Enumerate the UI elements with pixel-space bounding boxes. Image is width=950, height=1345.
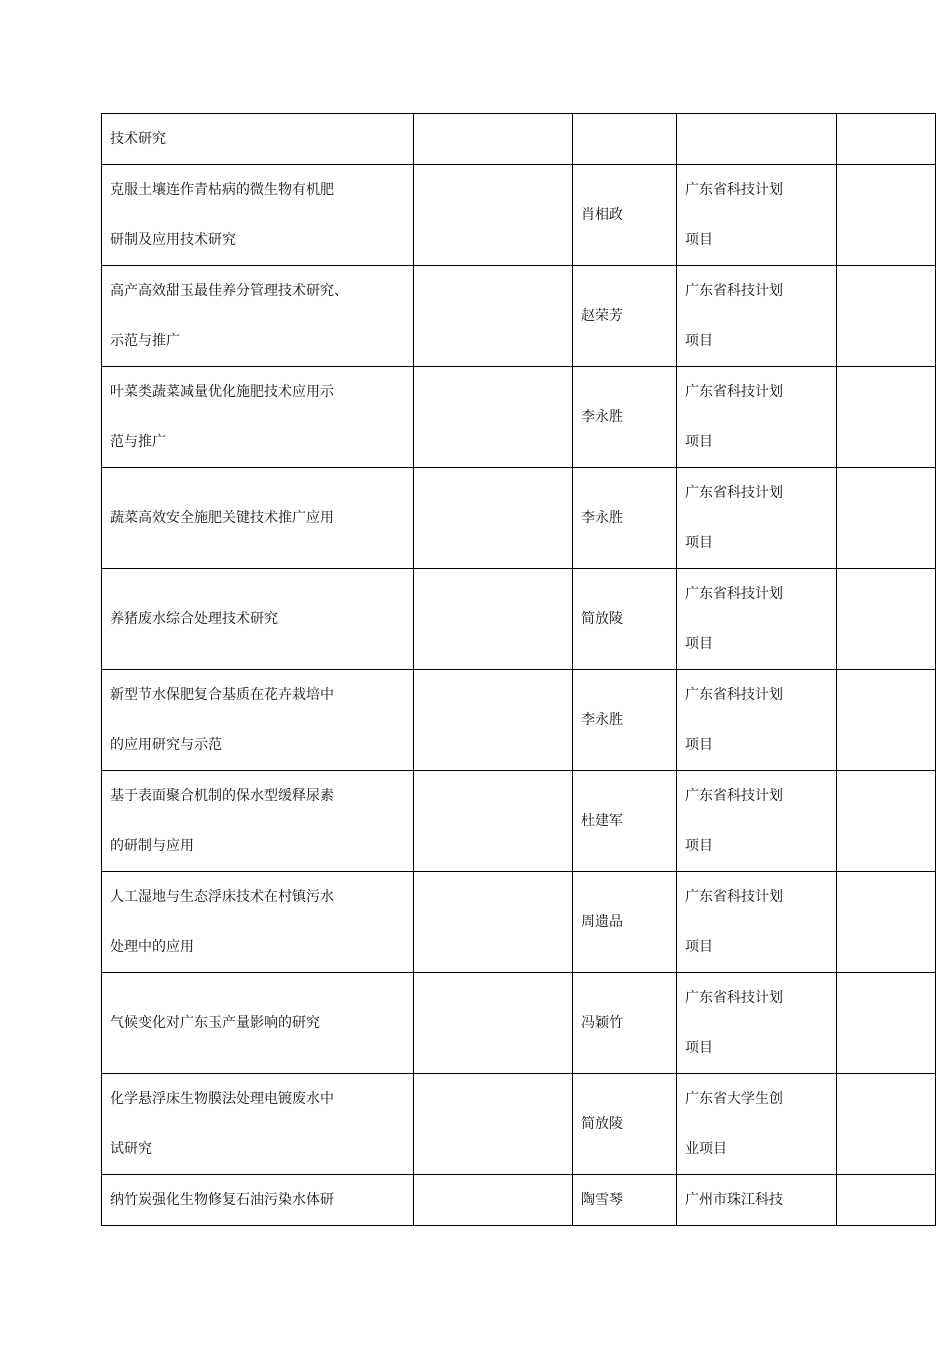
source-line: 项目	[685, 434, 713, 450]
table-row	[102, 266, 936, 367]
source-line: 广东省科技计划	[685, 990, 783, 1006]
empty-cell	[414, 468, 573, 569]
person-cell	[573, 1074, 677, 1175]
project-title-line: 处理中的应用	[110, 939, 194, 955]
source-cell	[677, 569, 837, 670]
person-name: 陶雪琴	[581, 1192, 623, 1208]
person-cell	[573, 1175, 677, 1226]
person-cell	[573, 872, 677, 973]
person-name: 李永胜	[581, 510, 623, 526]
project-title-cell	[102, 670, 414, 771]
table-row	[102, 569, 936, 670]
source-cell	[677, 114, 837, 165]
empty-cell	[414, 670, 573, 771]
source-line: 广东省科技计划	[685, 384, 783, 400]
project-title-cell	[102, 872, 414, 973]
person-name: 肖相政	[581, 207, 623, 223]
project-title-cell	[102, 468, 414, 569]
empty-cell	[837, 1175, 936, 1226]
source-line: 广东省科技计划	[685, 889, 783, 905]
source-cell	[677, 973, 837, 1074]
table-row	[102, 1175, 936, 1226]
project-title-line: 的研制与应用	[110, 838, 194, 854]
person-cell	[573, 670, 677, 771]
project-title-cell	[102, 1074, 414, 1175]
table-row	[102, 114, 936, 165]
project-title-cell	[102, 266, 414, 367]
empty-cell	[414, 165, 573, 266]
project-table	[101, 113, 936, 1226]
source-line: 广东省科技计划	[685, 788, 783, 804]
empty-cell	[414, 569, 573, 670]
table-row	[102, 468, 936, 569]
project-title-cell	[102, 569, 414, 670]
empty-cell	[414, 114, 573, 165]
empty-cell	[837, 569, 936, 670]
empty-cell	[837, 266, 936, 367]
empty-cell	[837, 973, 936, 1074]
source-line: 项目	[685, 939, 713, 955]
source-line: 广东省科技计划	[685, 485, 783, 501]
project-title-line: 气候变化对广东玉产量影响的研究	[110, 1015, 320, 1031]
project-title-cell	[102, 114, 414, 165]
source-line: 项目	[685, 636, 713, 652]
project-title-line: 化学悬浮床生物膜法处理电镀废水中	[110, 1091, 334, 1107]
source-cell	[677, 670, 837, 771]
person-name: 赵荣芳	[581, 308, 623, 324]
project-title-line: 养猪废水综合处理技术研究	[110, 611, 278, 627]
table-body	[102, 114, 936, 1226]
person-name: 简放陵	[581, 1116, 623, 1132]
person-cell	[573, 367, 677, 468]
source-cell	[677, 468, 837, 569]
person-name: 杜建军	[581, 813, 623, 829]
project-title-line: 克服土壤连作青枯病的微生物有机肥	[110, 182, 334, 198]
source-line: 广东省科技计划	[685, 586, 783, 602]
source-cell	[677, 771, 837, 872]
project-title-line: 新型节水保肥复合基质在花卉栽培中	[110, 687, 334, 703]
project-title-line: 技术研究	[110, 131, 166, 147]
empty-cell	[837, 1074, 936, 1175]
project-title-cell	[102, 771, 414, 872]
source-line: 广州市珠江科技	[685, 1192, 783, 1208]
person-cell	[573, 165, 677, 266]
source-cell	[677, 367, 837, 468]
project-title-line: 研制及应用技术研究	[110, 232, 236, 248]
person-cell	[573, 114, 677, 165]
empty-cell	[837, 114, 936, 165]
person-cell	[573, 266, 677, 367]
source-line: 广东省科技计划	[685, 182, 783, 198]
project-title-line: 蔬菜高效安全施肥关键技术推广应用	[110, 510, 334, 526]
project-title-line: 人工湿地与生态浮床技术在村镇污水	[110, 889, 334, 905]
table-row	[102, 872, 936, 973]
person-cell	[573, 973, 677, 1074]
empty-cell	[414, 1074, 573, 1175]
person-name: 简放陵	[581, 611, 623, 627]
person-name: 李永胜	[581, 409, 623, 425]
empty-cell	[414, 367, 573, 468]
person-cell	[573, 468, 677, 569]
person-name: 冯颖竹	[581, 1015, 623, 1031]
empty-cell	[837, 771, 936, 872]
source-line: 项目	[685, 333, 713, 349]
source-cell	[677, 1074, 837, 1175]
source-line: 广东省科技计划	[685, 283, 783, 299]
empty-cell	[837, 367, 936, 468]
source-line: 广东省科技计划	[685, 687, 783, 703]
person-name: 周遗品	[581, 914, 623, 930]
empty-cell	[414, 1175, 573, 1226]
empty-cell	[837, 670, 936, 771]
table-row	[102, 973, 936, 1074]
table-row	[102, 771, 936, 872]
project-title-line: 试研究	[110, 1141, 152, 1157]
source-line: 项目	[685, 535, 713, 551]
table-row	[102, 1074, 936, 1175]
table-row	[102, 670, 936, 771]
source-cell	[677, 1175, 837, 1226]
project-title-line: 叶菜类蔬菜减量优化施肥技术应用示	[110, 384, 334, 400]
project-title-cell	[102, 973, 414, 1074]
project-title-line: 高产高效甜玉最佳养分管理技术研究、	[110, 283, 348, 299]
source-cell	[677, 266, 837, 367]
empty-cell	[414, 771, 573, 872]
source-cell	[677, 165, 837, 266]
empty-cell	[414, 266, 573, 367]
project-title-line: 的应用研究与示范	[110, 737, 222, 753]
source-line: 业项目	[685, 1141, 727, 1157]
person-name: 李永胜	[581, 712, 623, 728]
project-title-cell	[102, 165, 414, 266]
empty-cell	[837, 165, 936, 266]
source-line: 项目	[685, 232, 713, 248]
empty-cell	[837, 872, 936, 973]
source-line: 项目	[685, 1040, 713, 1056]
table-row	[102, 165, 936, 266]
project-title-line: 纳竹炭强化生物修复石油污染水体研	[110, 1192, 334, 1208]
table-row	[102, 367, 936, 468]
project-title-cell	[102, 1175, 414, 1226]
empty-cell	[837, 468, 936, 569]
source-line: 项目	[685, 737, 713, 753]
project-title-line: 基于表面聚合机制的保水型缓释尿素	[110, 788, 334, 804]
project-title-line: 示范与推广	[110, 333, 180, 349]
person-cell	[573, 569, 677, 670]
project-title-line: 范与推广	[110, 434, 166, 450]
person-cell	[573, 771, 677, 872]
empty-cell	[414, 973, 573, 1074]
empty-cell	[414, 872, 573, 973]
project-title-cell	[102, 367, 414, 468]
source-cell	[677, 872, 837, 973]
source-line: 广东省大学生创	[685, 1091, 783, 1107]
source-line: 项目	[685, 838, 713, 854]
